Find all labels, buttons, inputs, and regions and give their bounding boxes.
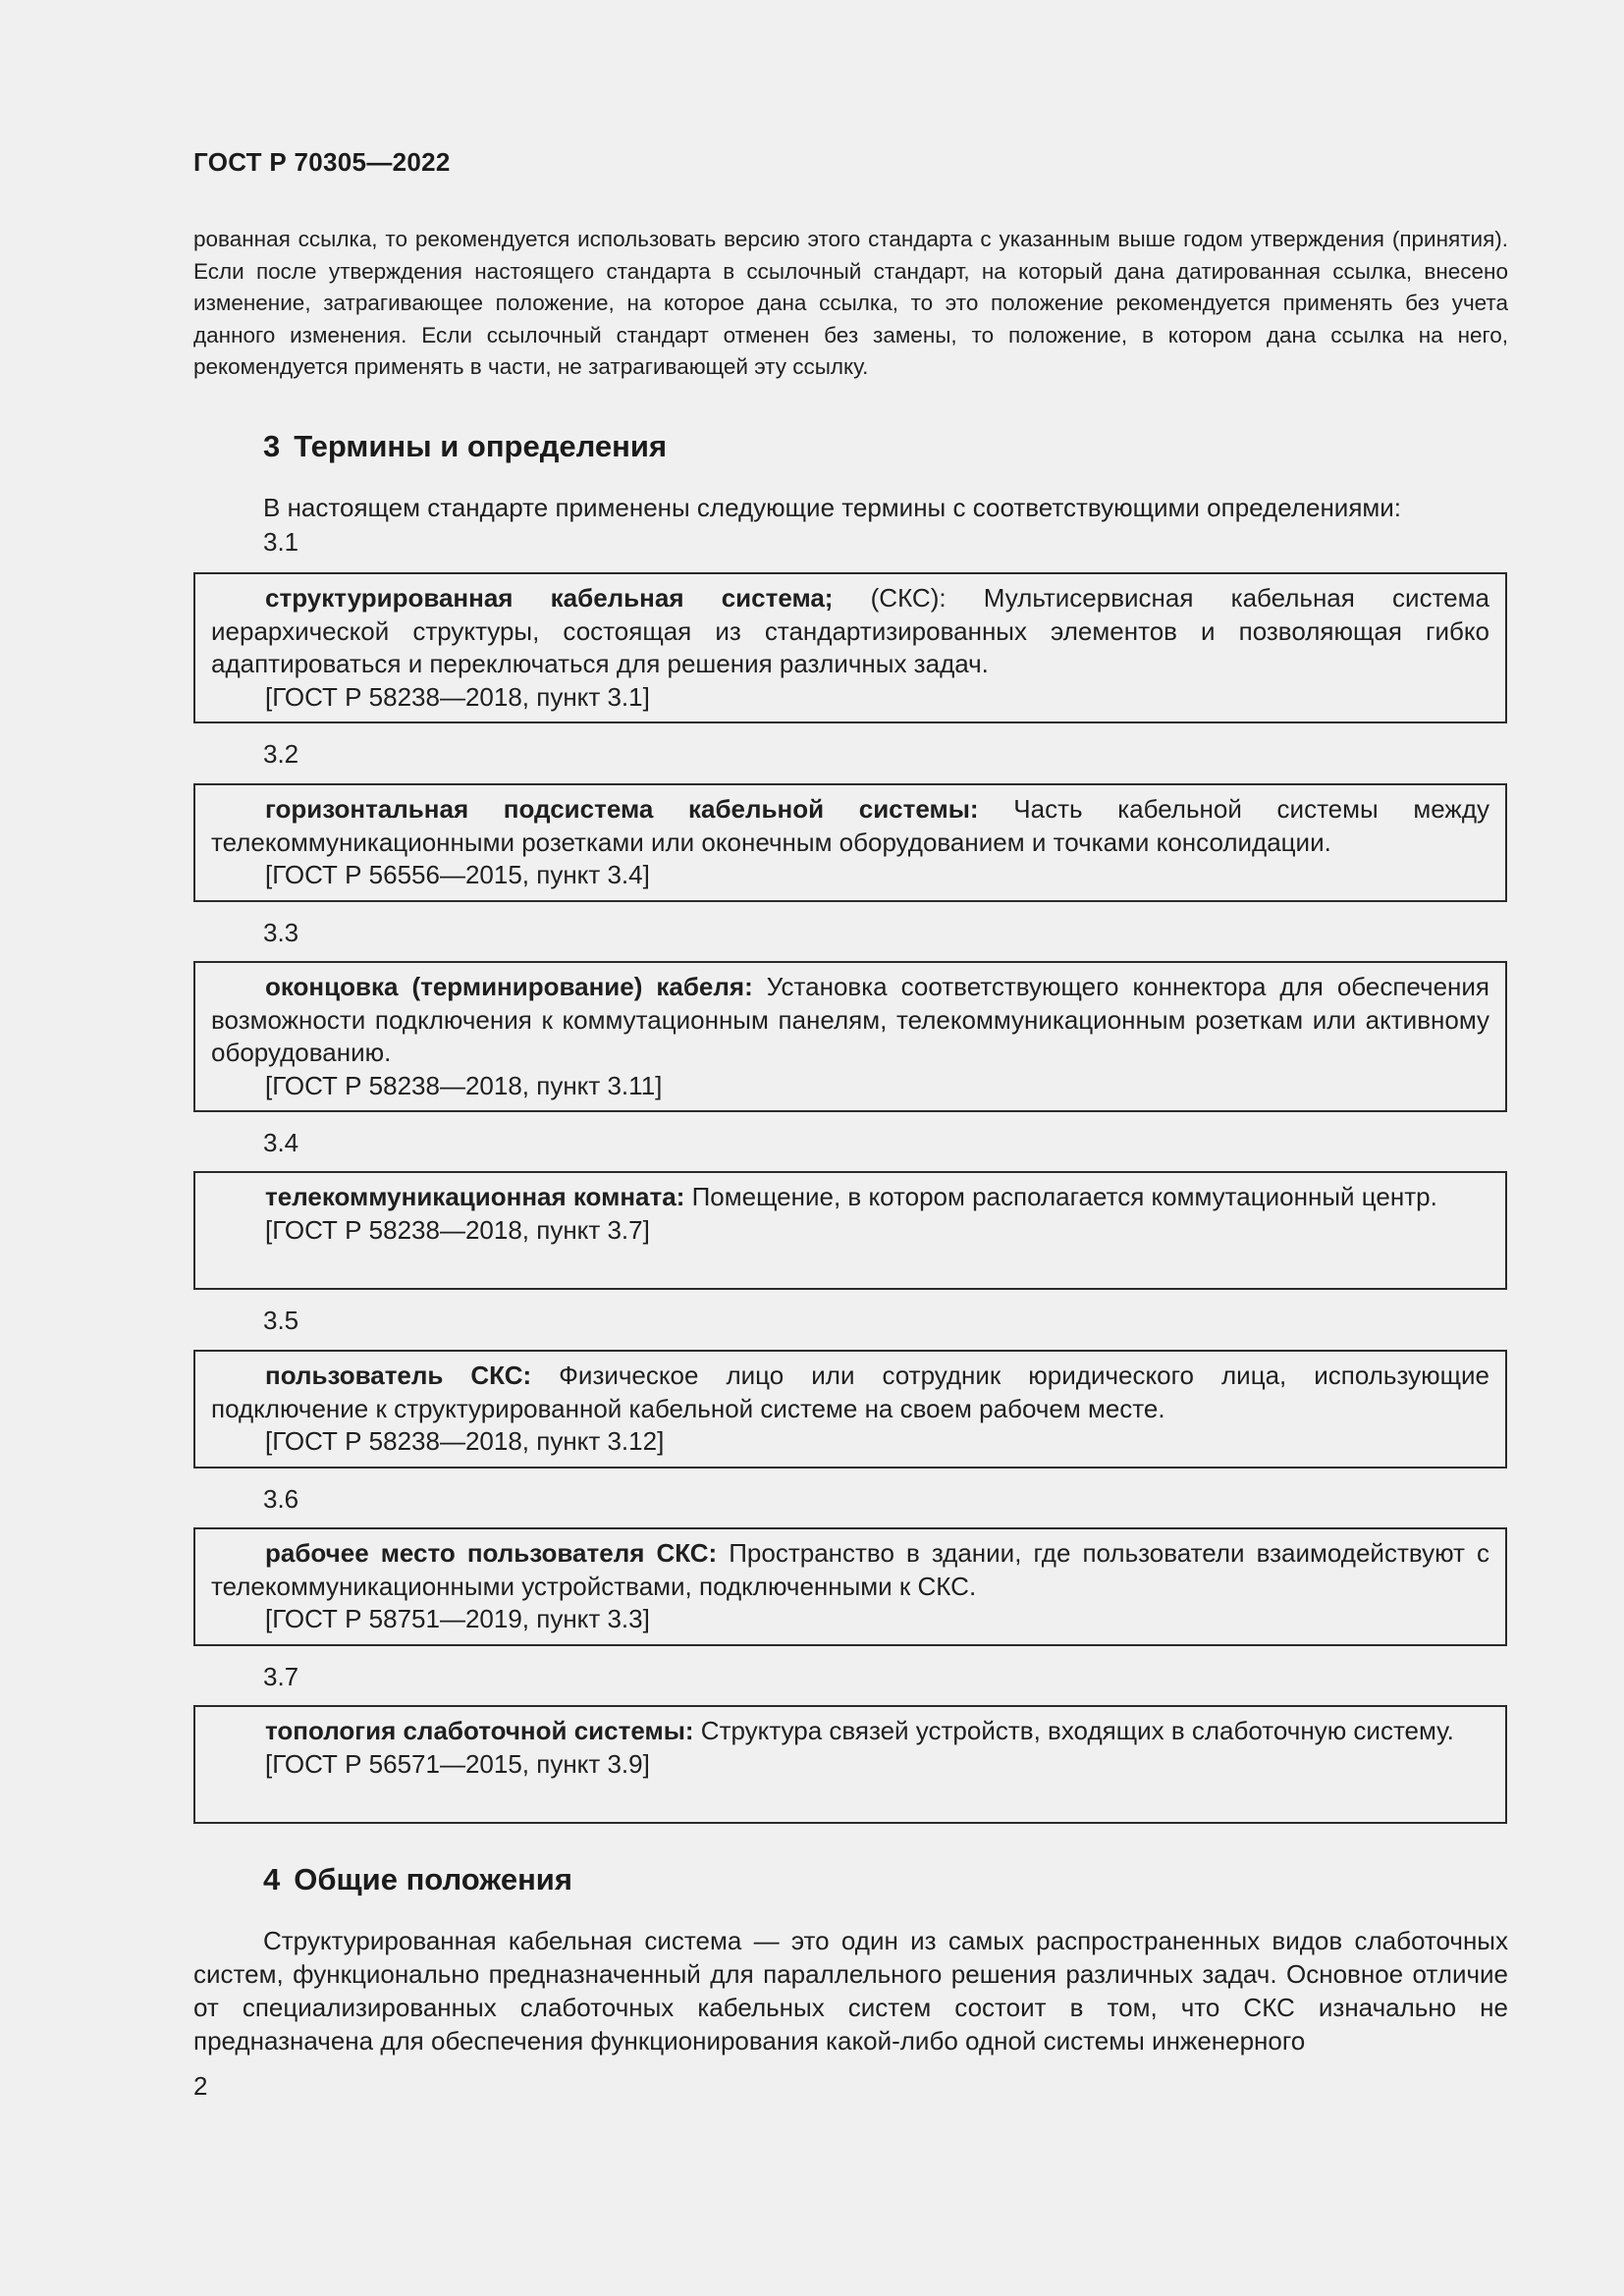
intro-paragraph xyxy=(193,224,1508,384)
term-number: 3.2 xyxy=(263,739,299,769)
term-text: Физическое лицо или сотрудник юридического лица, использующие подключение к структурированной кабельной системе на своем рабочем месте. xyxy=(211,1361,1489,1423)
term-number: 3.1 xyxy=(263,527,299,557)
term-source: [ГОСТ Р 58238—2018, пункт 3.12] xyxy=(265,1426,665,1456)
term-definition xyxy=(211,1715,1489,1748)
term-definition xyxy=(211,1537,1489,1603)
term-entry xyxy=(193,1171,1507,1290)
term-number: 3.6 xyxy=(263,1484,299,1514)
term-name: рабочее место пользователя СКС: xyxy=(265,1538,718,1568)
term-entry xyxy=(193,1350,1507,1468)
section-3-number: 3 xyxy=(263,429,281,463)
term-text: Пространство в здании, где пользователи взаимодействуют с телекоммуникационными устройствами, подключенными к СКС. xyxy=(211,1538,1489,1601)
term-definition xyxy=(211,1360,1489,1425)
term-number: 3.3 xyxy=(263,918,299,947)
term-definition xyxy=(211,971,1489,1070)
term-text: Часть кабельной системы между телекоммуникационными розетками или оконечным оборудованием и точками консолидации. xyxy=(211,794,1489,857)
intro-text: рованная ссылка, то рекомендуется использовать версию этого стандарта с указанным выше годом утверждения (принятия). Если после утверждения настоящего стандарта в ссылочный стандарт, на который дана датированная ссылка, внесено изменение, затрагивающее положение, на которое дана ссылка, то это положение рекомендуется применять без учета данного изменения. Если ссылочный стандарт отменен без замены, то положение, в котором дана ссылка на него, рекомендуется применять в части, не затрагивающей эту ссылку. xyxy=(193,227,1508,379)
term-source: [ГОСТ Р 58238—2018, пункт 3.7] xyxy=(265,1214,650,1245)
section-4-number: 4 xyxy=(263,1862,281,1896)
section-4-title: Общие положения xyxy=(294,1862,572,1896)
term-number: 3.5 xyxy=(263,1306,299,1335)
term-name: пользователь СКС: xyxy=(265,1361,532,1390)
term-name: оконцовка (терминирование) кабеля: xyxy=(265,972,753,1001)
term-name: топология слаботочной системы: xyxy=(265,1716,694,1745)
term-number: 3.7 xyxy=(263,1662,299,1691)
term-entry xyxy=(193,572,1507,723)
term-name: телекоммуникационная комната: xyxy=(265,1182,685,1211)
term-source: [ГОСТ Р 56571—2015, пункт 3.9] xyxy=(265,1748,650,1779)
term-name: структурированная кабельная система; xyxy=(265,583,834,613)
term-source: [ГОСТ Р 58238—2018, пункт 3.11] xyxy=(265,1070,663,1100)
term-source: [ГОСТ Р 58751—2019, пункт 3.3] xyxy=(265,1604,650,1633)
page-number: 2 xyxy=(193,2071,208,2101)
section-4-body xyxy=(193,1924,1508,2057)
term-text: Структура связей устройств, входящих в слаботочную систему. xyxy=(693,1716,1454,1745)
term-entry xyxy=(193,783,1507,902)
term-definition xyxy=(211,793,1489,859)
term-entry xyxy=(193,961,1507,1112)
term-text: Помещение, в котором располагается коммутационный центр. xyxy=(684,1182,1437,1211)
term-definition xyxy=(211,582,1489,681)
section-4-paragraph: Структурированная кабельная система — это один из самых распространенных видов слаботочных систем, функционально предназначенный для параллельного решения различных задач. Основное отличие от специализированных слаботочных кабельных систем состоит в том, что СКС изначально не предназначена для обеспечения функционирования какой-либо одной системы инженерного xyxy=(193,1926,1508,2056)
section-3-title: Термины и определения xyxy=(294,429,668,463)
term-text: Установка соответствующего коннектора для обеспечения возможности подключения к коммутационным панелям, телекоммуникационным розеткам или активному оборудованию. xyxy=(211,972,1489,1067)
term-text: (СКС): Мультисервисная кабельная система иерархической структуры, состоящая из стандартизированных элементов и позволяющая гибко адаптироваться и переключаться для решения различных задач. xyxy=(211,583,1489,678)
section-3-heading xyxy=(263,429,667,464)
section-3-lead: В настоящем стандарте применены следующие термины с соответствующими определениями: xyxy=(263,493,1402,522)
term-source: [ГОСТ Р 56556—2015, пункт 3.4] xyxy=(265,860,650,889)
term-number: 3.4 xyxy=(263,1128,299,1157)
term-name: горизонтальная подсистема кабельной системы: xyxy=(265,794,979,824)
standard-header: ГОСТ Р 70305—2022 xyxy=(193,147,451,177)
term-entry xyxy=(193,1527,1507,1646)
term-definition xyxy=(211,1181,1489,1214)
term-entry xyxy=(193,1705,1507,1824)
section-4-heading xyxy=(263,1862,572,1897)
term-source: [ГОСТ Р 58238—2018, пункт 3.1] xyxy=(265,681,650,712)
